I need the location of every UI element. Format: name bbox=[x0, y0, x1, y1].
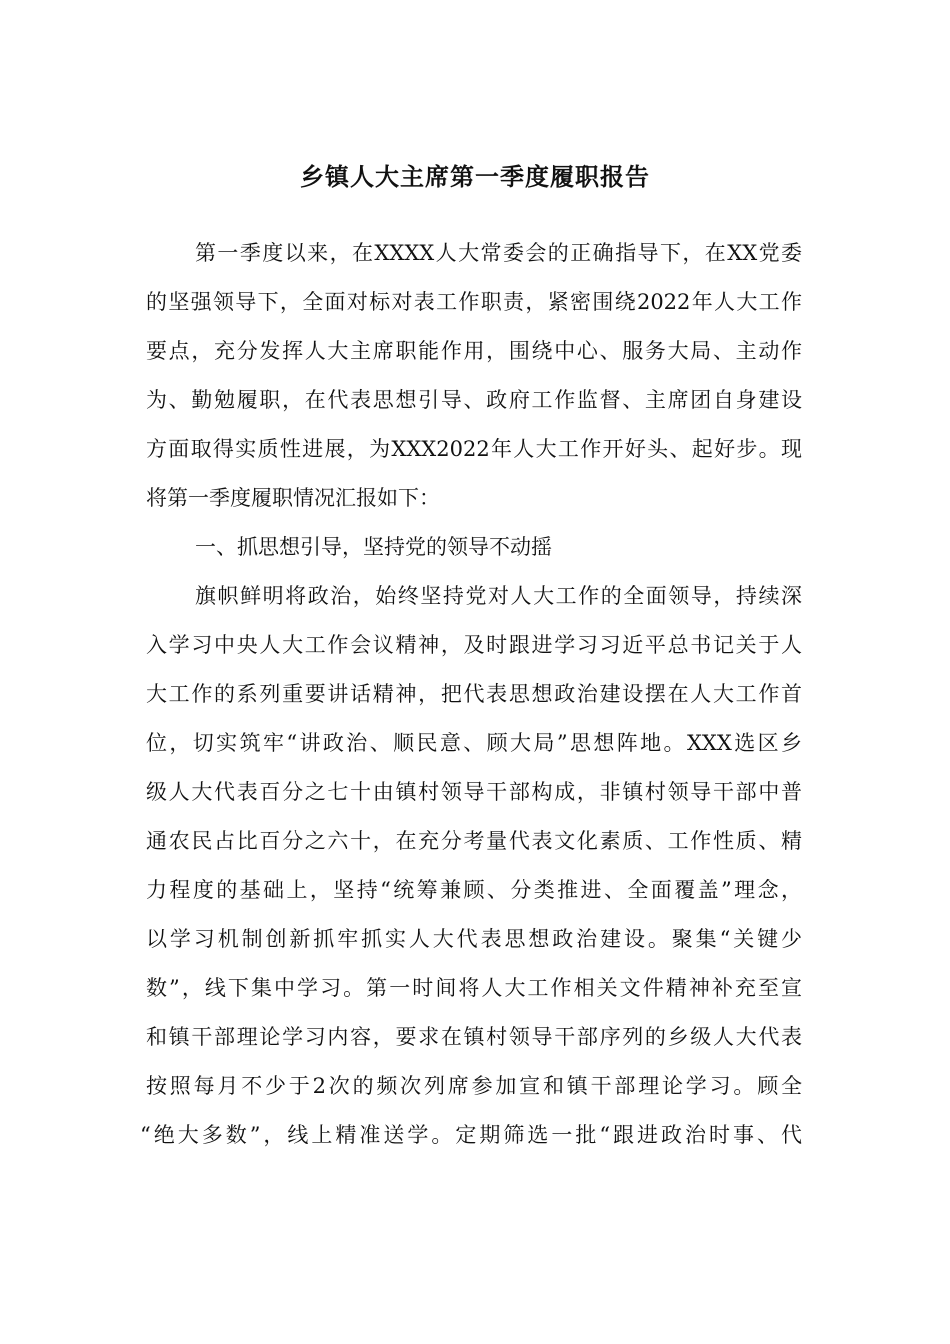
paragraph-2-line-9: 数”，线下集中学习。第一时间将人大工作相关文件精神补充至宣 bbox=[146, 976, 802, 1000]
paragraph-1-line-4: 为、勤勉履职，在代表思想引导、政府工作监督、主席团自身建设 bbox=[146, 388, 802, 412]
paragraph-2-line-2: 入学习中央人大工作会议精神，及时跟进学习习近平总书记关于人 bbox=[146, 633, 802, 657]
paragraph-2-line-4: 位，切实筑牢“讲政治、顺民意、顾大局”思想阵地。XXX选区乡 bbox=[146, 731, 802, 755]
paragraph-2-line-3: 大工作的系列重要讲话精神，把代表思想政治建设摆在人大工作首 bbox=[146, 682, 802, 706]
paragraph-1-line-3: 要点，充分发挥人大主席职能作用，围绕中心、服务大局、主动作 bbox=[146, 339, 802, 363]
paragraph-2-line-1: 旗帜鲜明将政治，始终坚持党对人大工作的全面领导，持续深 bbox=[195, 584, 802, 608]
paragraph-2-line-8: 以学习机制创新抓牢抓实人大代表思想政治建设。聚集“关键少 bbox=[146, 927, 802, 951]
paragraph-2-line-11: 按照每月不少于2次的频次列席参加宣和镇干部理论学习。顾全 bbox=[146, 1074, 802, 1098]
document-title: 乡镇人大主席第一季度履职报告 bbox=[300, 163, 650, 191]
paragraph-2-line-12: “绝大多数”，线上精准送学。定期筛选一批“跟进政治时事、代 bbox=[140, 1123, 802, 1147]
paragraph-1-line-6: 将第一季度履职情况汇报如下： bbox=[146, 486, 440, 510]
paragraph-1-line-2: 的坚强领导下，全面对标对表工作职责，紧密围绕2022年人大工作 bbox=[146, 290, 802, 314]
paragraph-2-line-6: 通农民占比百分之六十，在充分考量代表文化素质、工作性质、精 bbox=[146, 829, 802, 853]
paragraph-1-line-5: 方面取得实质性进展，为XXX2022年人大工作开好头、起好步。现 bbox=[146, 437, 802, 461]
paragraph-2-line-7: 力程度的基础上，坚持“统筹兼顾、分类推进、全面覆盖”理念， bbox=[146, 878, 802, 902]
section-heading-1: 一、抓思想引导，坚持党的领导不动摇 bbox=[195, 535, 552, 559]
paragraph-2-line-10: 和镇干部理论学习内容，要求在镇村领导干部序列的乡级人大代表 bbox=[146, 1025, 802, 1049]
paragraph-2-line-5: 级人大代表百分之七十由镇村领导干部构成，非镇村领导干部中普 bbox=[146, 780, 802, 804]
paragraph-1-line-1: 第一季度以来，在XXXX人大常委会的正确指导下，在XX党委 bbox=[195, 241, 802, 265]
